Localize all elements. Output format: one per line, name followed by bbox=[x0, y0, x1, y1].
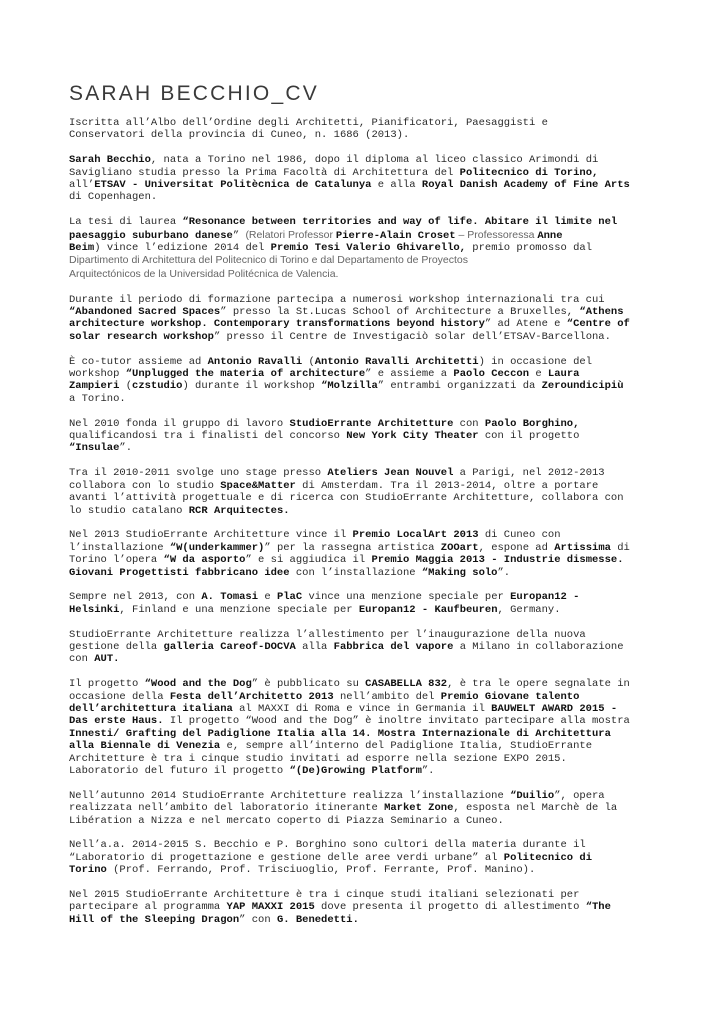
paragraph-studio-founding: Nel 2010 fonda il gruppo di lavoro StudioErrante Architetture con Paolo Borghino, qualificandosi tra i finalisti del concorso New York City Theater con il progetto “Insulae”. bbox=[69, 417, 580, 455]
paragraph-workshops: Durante il periodo di formazione partecipa a numerosi workshop internazionali tra cui “Abandoned Sacred Spaces” presso la St.Lucas School of Architecture a Bruxelles, “Athens architecture workshop. Contemporary transformations beyond history” ad Atene e “Centre of solar research workshop” presso il Centre de Investigaciò solar dell’ETSAV-Barcellona. bbox=[69, 293, 630, 343]
paragraph-yap-maxxi: Nel 2015 StudioErrante Architetture è tra i cinque studi italiani selezionati per partecipare al programma YAP MAXXI 2015 dove presenta il progetto di allestimento “The Hill of the Sleeping Dragon” con G. Benedetti. bbox=[69, 888, 611, 926]
paragraph-europan: Sempre nel 2013, con A. Tomasi e PlaC vince una menzione speciale per Europan12 - Helsinki, Finland e una menzione speciale per Europan12 - Kaufbeuren, Germany. bbox=[69, 591, 580, 616]
paragraph-awards-2013: Nel 2013 StudioErrante Architetture vince il Premio LocalArt 2013 di Cuneo con l’installazione “W(underkammer)” per la rassegna artistica ZOOart, espone ad Artissima di Torino l’opera “W da asporto” e si aggiudica il Premio Maggia 2013 - Industrie dismesse. Giovani Progettisti fabbricano idee con l’installazione “Making solo”. bbox=[69, 529, 630, 579]
cv-body bbox=[69, 117, 669, 939]
paragraph-internships: Tra il 2010-2011 svolge uno stage presso Ateliers Jean Nouvel a Parigi, nel 2012-2013 collabora con lo studio Space&Matter di Amsterdam. Tra il 2013-2014, oltre a portare avanti l’attività progettuale e di ricerca con StudioErrante Architetture, collabora con lo studio catalano RCR Arquitectes. bbox=[69, 467, 624, 517]
paragraph-thesis: La tesi di laurea “Resonance between territories and way of life. Abitare il limite nel paesaggio suburbano danese” (Relatori Professor Pierre-Alain Croset – Professoressa Anne Beim) vince l’edizione 2014 del Premio Tesi Valerio Ghivarello, premio promosso dal Dipartimento di Architettura del Politecnico di Torino e dal Departamento de Proyectos Arquitectónicos de la Universidad Politécnica de Valencia. bbox=[69, 216, 618, 280]
paragraph-duilio: Nell’autunno 2014 StudioErrante Architetture realizza l’installazione “Duilio”, opera realizzata nell’ambito del laboratorio itinerante Market Zone, esposta nel Marchè de la Libération a Nizza e nel mercato coperto di Piazza Seminario a Cuneo. bbox=[69, 789, 618, 827]
paragraph-registration: Iscritta all’Albo dell’Ordine degli Architetti, Pianificatori, Paesaggisti e Conservatori della provincia di Cuneo, n. 1686 (2013). bbox=[69, 117, 548, 142]
paragraph-teaching: Nell’a.a. 2014-2015 S. Becchio e P. Borghino sono cultori della materia durante il “Laboratorio di progettazione e gestione delle aree verdi urbane” al Politecnico di Torino (Prof. Ferrando, Prof. Trisciuoglio, Prof. Ferrante, Prof. Manino). bbox=[69, 839, 592, 877]
paragraph-cotutor: È co-tutor assieme ad Antonio Ravalli (Antonio Ravalli Architetti) in occasione del workshop “Unplugged the materia of architecture” e assieme a Paolo Ceccon e Laura Zampieri (czstudio) durante il workshop “Molzilla” entrambi organizzati da Zeroundicipiù a Torino. bbox=[69, 355, 624, 405]
paragraph-careof: StudioErrante Architetture realizza l’allestimento per l’inaugurazione della nuova gestione della galleria Careof-DOCVA alla Fabbrica del vapore a Milano in collaborazione con AUT. bbox=[69, 628, 624, 666]
document-title: SARAH BECCHIO_CV bbox=[69, 82, 319, 105]
paragraph-wood-and-dog: Il progetto “Wood and the Dog” è pubblicato su CASABELLA 832, è tra le opere segnalate in occasione della Festa dell’Architetto 2013 nell’ambito del Premio Giovane talento dell’architettura italiana al MAXXI di Roma e vince in Germania il BAUWELT AWARD 2015 - Das erste Haus. Il progetto “Wood and the Dog” è inoltre invitato partecipare alla mostra Innesti/ Grafting del Padiglione Italia alla 14. Mostra Internazionale di Architettura alla Biennale di Venezia e, sempre all’interno del Padiglione Italia, StudioErrante Architetture è tra i cinque studio invitati ad esporre nella sezione EXPO 2015. Laboratorio del futuro il progetto “(De)Growing Platform”. bbox=[69, 678, 630, 777]
paragraph-education: Sarah Becchio, nata a Torino nel 1986, dopo il diploma al liceo classico Arimondi di Savigliano studia presso la Prima Facoltà di Architettura del Politecnico di Torino, all’ETSAV - Universitat Politècnica de Catalunya e alla Royal Danish Academy of Fine Arts di Copenhagen. bbox=[69, 154, 630, 204]
